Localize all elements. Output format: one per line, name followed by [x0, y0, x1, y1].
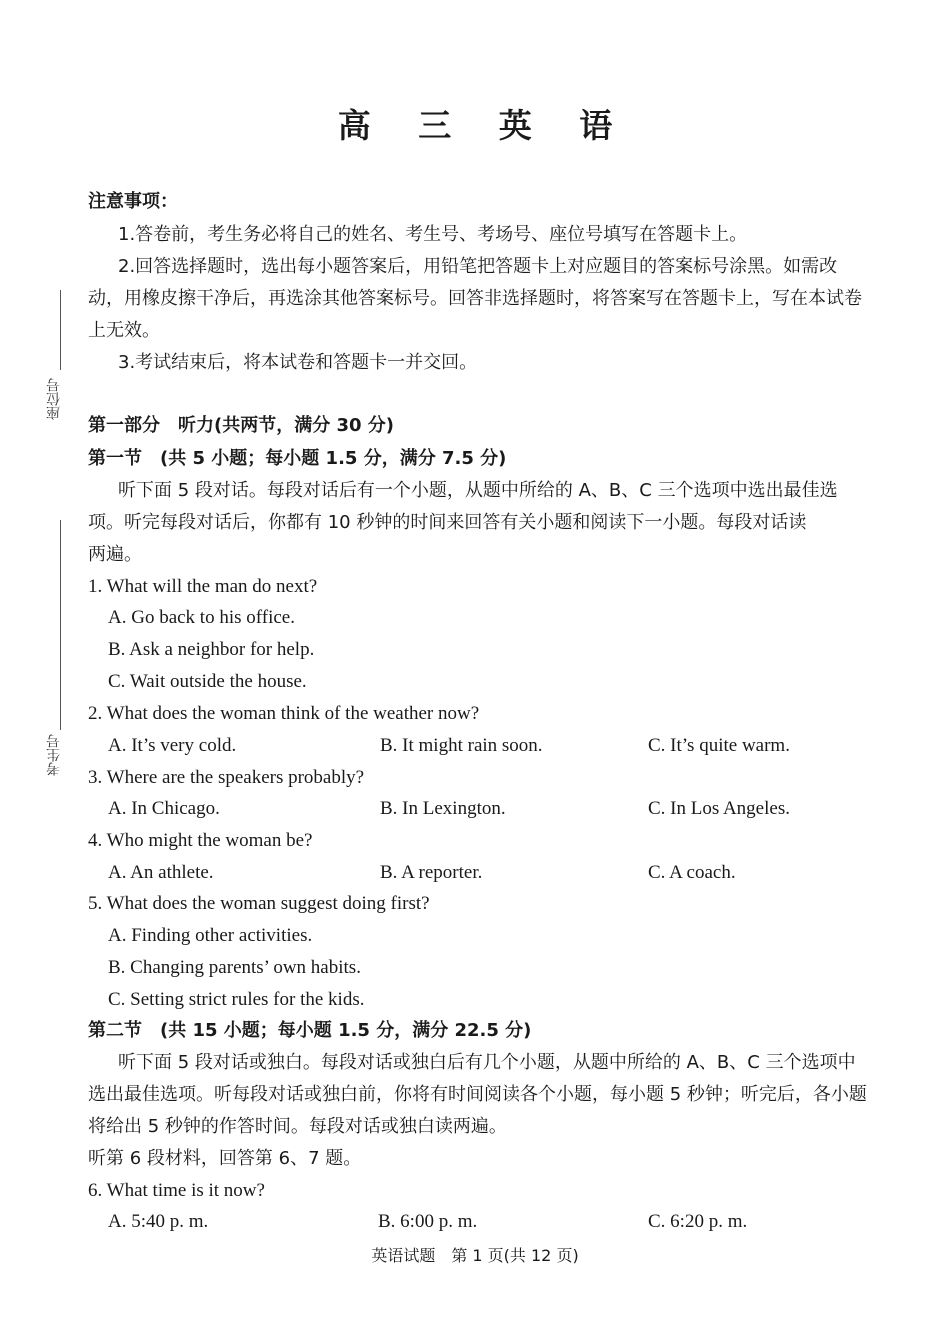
option-c: C. It’s quite warm.	[648, 735, 790, 756]
section2-heading: 第二节 (共 15 小题；每小题 1.5 分，满分 22.5 分)	[88, 1020, 532, 1041]
question-4: 4. Who might the woman be?	[88, 830, 313, 851]
question-2: 2. What does the woman think of the weather now?	[88, 703, 480, 724]
instruction-line: 听下面 5 段对话。每段对话后有一个小题，从题中所给的 A、B、C 三个选项中选出最佳选	[118, 480, 838, 501]
option-c: C. A coach.	[648, 862, 736, 883]
option-b: B. Changing parents’ own habits.	[108, 957, 361, 978]
option-c: C. 6:20 p. m.	[648, 1211, 748, 1232]
notice-line: 动，用橡皮擦干净后，再选涂其他答案标号。回答非选择题时，将答案写在答题卡上，写在本试卷	[88, 288, 862, 309]
page-footer: 英语试题 第 1 页(共 12 页)	[371, 1246, 579, 1265]
option-b: B. In Lexington.	[380, 798, 506, 819]
option-a: A. It’s very cold.	[108, 735, 237, 756]
question-6: 6. What time is it now?	[88, 1180, 265, 1201]
material-6-instruction: 听第 6 段材料，回答第 6、7 题。	[88, 1148, 362, 1169]
question-1: 1. What will the man do next?	[88, 576, 318, 597]
question-3: 3. Where are the speakers probably?	[88, 767, 365, 788]
candidate-number-line	[60, 520, 61, 730]
option-c: C. In Los Angeles.	[648, 798, 790, 819]
notice-line: 2.回答选择题时，选出每小题答案后，用铅笔把答题卡上对应题目的答案标号涂黑。如需改	[118, 256, 838, 277]
candidate-number-label: 考生号	[46, 734, 62, 776]
instruction-line: 将给出 5 秒钟的作答时间。每段对话或独白读两遍。	[88, 1116, 507, 1137]
option-b: B. A reporter.	[380, 862, 483, 883]
option-b: B. 6:00 p. m.	[378, 1211, 478, 1232]
instruction-line: 听下面 5 段对话或独白。每段对话或独白后有几个小题，从题中所给的 A、B、C 三个选项中	[118, 1052, 856, 1073]
option-c: C. Wait outside the house.	[108, 671, 307, 692]
option-a: A. Go back to his office.	[108, 607, 295, 628]
part1-heading: 第一部分 听力(共两节，满分 30 分)	[88, 415, 395, 436]
option-a: A. Finding other activities.	[108, 925, 313, 946]
option-b: B. Ask a neighbor for help.	[108, 639, 315, 660]
notice-line: 3.考试结束后，将本试卷和答题卡一并交回。	[118, 352, 478, 373]
option-a: A. 5:40 p. m.	[108, 1211, 209, 1232]
instruction-line: 选出最佳选项。听每段对话或独白前，你将有时间阅读各个小题，每小题 5 秒钟；听完后，各小题	[88, 1084, 867, 1105]
notice-heading: 注意事项：	[88, 191, 178, 212]
question-5: 5. What does the woman suggest doing first?	[88, 893, 430, 914]
notice-line: 上无效。	[88, 320, 160, 341]
instruction-line: 项。听完每段对话后，你都有 10 秒钟的时间来回答有关小题和阅读下一小题。每段对话读	[88, 512, 807, 533]
option-a: A. In Chicago.	[108, 798, 220, 819]
section1-heading: 第一节 (共 5 小题；每小题 1.5 分，满分 7.5 分)	[88, 448, 507, 469]
option-b: B. It might rain soon.	[380, 735, 543, 756]
instruction-line: 两遍。	[88, 544, 142, 565]
option-a: A. An athlete.	[108, 862, 214, 883]
option-c: C. Setting strict rules for the kids.	[108, 989, 365, 1010]
notice-line: 1.答卷前，考生务必将自己的姓名、考生号、考场号、座位号填写在答题卡上。	[118, 224, 748, 245]
page-title: 高 三 英 语	[337, 106, 631, 145]
seat-number-label: 座位号	[46, 378, 62, 420]
seat-number-line	[60, 290, 61, 370]
